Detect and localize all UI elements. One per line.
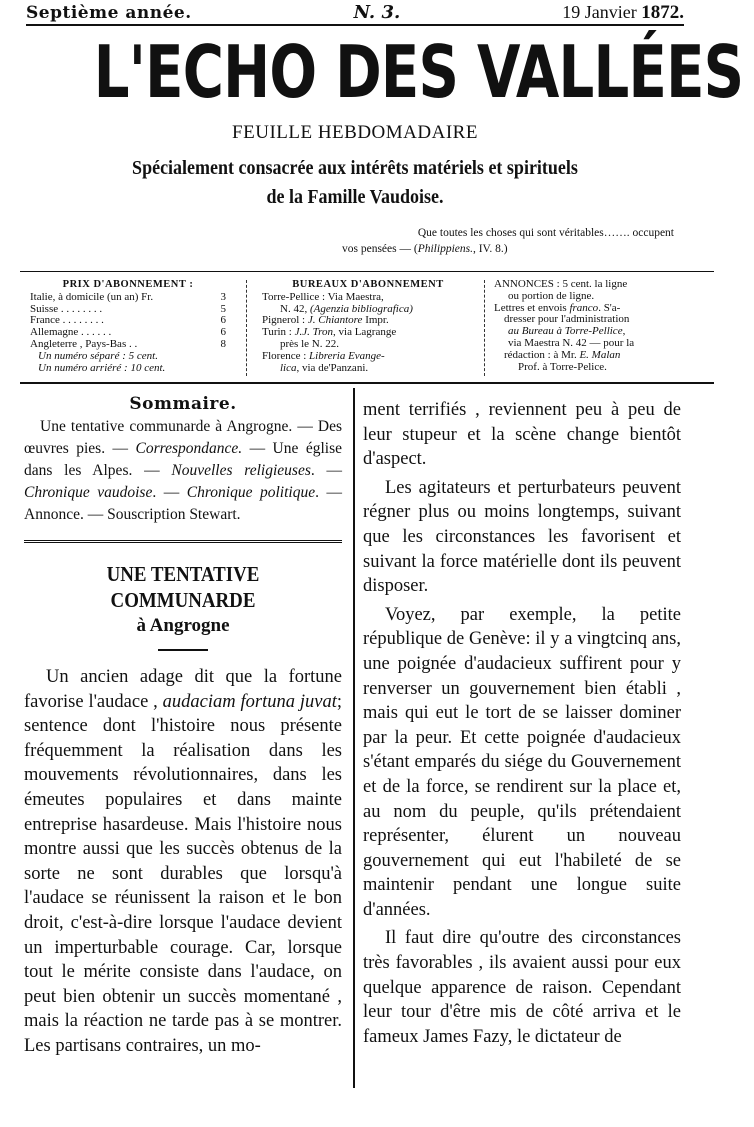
paragraph-text: Un ancien adage dit que la fortune favorise l'audace , [24,667,342,712]
prix-label: France . . . . . . . . [30,314,104,327]
annonces-line: Prof. à Torre-Pelice. [518,360,607,373]
subscription-info-box [20,271,714,384]
sommaire-part: — Une église dans les Alpes. — [24,440,342,479]
prix-column [30,279,226,374]
prix-value: 6 [220,326,226,339]
left-column [24,394,342,1059]
annonces-franco: franco [569,301,599,314]
tagline-line-2: de la Famille Vaudoise. [266,186,444,208]
latin-quote: audaciam fortuna juvat [162,691,337,712]
bureaux-text: N. 42, [280,302,310,315]
epigraph-text: vos pensées — ( [342,243,418,255]
annonces-line: via Maestra N. 42 — pour la [508,336,635,349]
bureaux-text: , via de'Panzani. [296,361,369,374]
issue-date [562,2,684,24]
column-divider [484,280,485,376]
title-dash [158,649,208,651]
sommaire-text [24,416,342,526]
epigraph [330,225,674,257]
bureaux-text: Florence : [262,349,310,362]
column-rule [353,388,355,1088]
annonces-place: Torre-Pellice [564,325,623,338]
annonces-line: ou portion de ligne. [508,289,595,302]
epigraph-line-2 [330,241,674,257]
annonces-column [494,279,712,373]
masthead-title: L'ECHO DES VALLÉES [93,30,744,114]
sommaire-part: Chronique vaudoise [24,484,153,501]
prix-note-back-issue: Un numéro arriéré : 10 cent. [38,361,166,374]
prix-row [30,292,226,304]
annonces-text: . S'a- [598,301,621,314]
paragraph: Voyez, par exemple, la petite république de Genève: il y a vingtcinq ans, une poignée d'audacieux suffirent pour y renverser un gouvernement bien établi , mais qui eut le tort de se laisser dominer par la peur. Et cette poignée d'audacieux s'étant emparés du siége du Gouvernement et de la force, se rendirent sur la place et, au nom du peuple, qu'ils prétendaient représenter, élurent un nouveau gouvernement qui eut l'habileté de se maintenir pendant une longue suite d'années. [363,604,681,920]
article-body-right [363,398,681,1049]
prix-label: Angleterre , Pays-Bas . . [30,337,138,350]
sommaire-part: Nouvelles religieuses [171,462,311,479]
annonces-text: Lettres et envois [494,301,570,314]
sommaire-part: . — [152,484,187,501]
paragraph [24,665,342,1059]
bureaux-text: , via Lagrange [333,326,397,339]
paragraph: Les agitateurs et perturbateurs peuvent régner plus ou moins longtemps, suivant que les circonstances les favorisent et suivant la force matérielle dont ils peuvent disposer. [363,477,681,597]
prix-value: 5 [220,302,226,315]
bureaux-line: près le N. 22. [280,337,339,350]
section-separator [24,540,342,543]
paragraph-text: ; sentence dont l'histoire nous présente fréquemment la réalisation dans les mouvements révolutionnaires, dans les émeutes populaires et dans mainte entreprise hasardeuse. Mais l'histoire nous montre aussi que les succès obtenus de la sorte ne sont durables que lorsqu'à l'audace se réunissent la raison et le bon droit, c'est-à-dire lorsque l'audace devient un imperturbable courage. Car, lorsque tout le mérite consiste dans l'audace, on peut bien obtenir un succès momentané , mais la réaction ne tarde pas à se montrer. Les partisans contraires, un mo- [24,691,343,1056]
article-title: UNE TENTATIVE COMMUNARDE [106,562,260,612]
prix-label: Allemagne . . . . . . [30,326,112,339]
bureaux-printer: J. Chiantore [307,314,363,327]
prix-heading: PRIX D'ABONNEMENT : [62,279,194,290]
annonces-line: ANNONCES : 5 cent. la ligne [494,278,628,290]
bureaux-line: Torre-Pellice : Via Maestra, [262,290,384,303]
bureaux-text: Turin : [262,326,295,339]
prix-value: 6 [220,314,226,327]
bureaux-library: Libreria Evange- [309,349,385,362]
sommaire-part: Correspondance. [135,440,243,457]
annonces-line [494,350,712,362]
right-column [363,398,681,1049]
bureaux-library: lica [280,361,297,374]
bureaux-column [262,279,474,374]
tagline-line-1: Spécialement consacrée aux intérêts matériels et spirituels [132,157,578,179]
bureaux-line [262,363,474,375]
subtitle: FEUILLE HEBDOMADAIRE [232,122,478,143]
prix-label: Suisse . . . . . . . . [30,302,103,315]
sommaire-part: . — Annonce. — Souscription Stewart. [24,484,342,523]
annonces-text: rédaction : à Mr. [504,348,580,361]
prix-row [30,339,226,351]
bureaux-agent: J.J. Tron [294,326,334,339]
article-body-left [24,665,342,1059]
article-subtitle: à Angrogne [136,615,230,636]
issue-number: N. 3. [353,2,401,23]
sommaire-part: . — [310,462,343,479]
sommaire-part: Une tentative communarde à Angrogne. — Des œuvres pies. — [24,418,342,457]
prix-value: 8 [220,337,226,350]
bureaux-agency: (Agenzia bibliografica) [309,302,413,315]
sommaire-title: Sommaire. [129,394,237,414]
paragraph: ment terrifiés , reviennent peu à peu de leur stupeur et la scène change bientôt d'aspect. [363,400,681,470]
column-divider [246,280,247,376]
prix-label: Italie, à domicile (un an) Fr. [30,290,154,303]
epigraph-line-1: Que toutes les choses qui sont véritables……. occupent [417,227,674,239]
bureaux-text: Pignerol : [262,314,308,327]
bureaux-heading: BUREAUX D'ABONNEMENT [292,279,444,290]
header-topline [26,2,684,26]
top-rule [26,24,684,26]
paragraph: Il faut dire qu'outre des circonstances très favorables , ils avaient aussi pour eux quelque apparence de raison. Cependant leur tour d'être mis de côté arriva et le fameux James Fazy, le dictateur de [363,928,681,1047]
epigraph-source: Philippiens. [417,243,473,255]
annonces-text: , [622,325,626,338]
prix-note-single: Un numéro séparé : 5 cent. [38,349,158,362]
date-prefix: 19 Janvier [562,2,642,22]
epigraph-ref: , IV. 8.) [472,243,508,255]
prix-value: 3 [220,290,226,303]
bureaux-text: Impr. [362,314,389,327]
sommaire-part: Chronique politique [186,484,316,501]
annonces-editor: E. Malan [579,348,621,361]
year-label: Septième année. [26,3,192,23]
annonces-line: dresser pour l'administration [504,313,630,326]
date-year: 1872. [641,2,684,23]
annonces-text: au Bureau à [508,325,565,338]
